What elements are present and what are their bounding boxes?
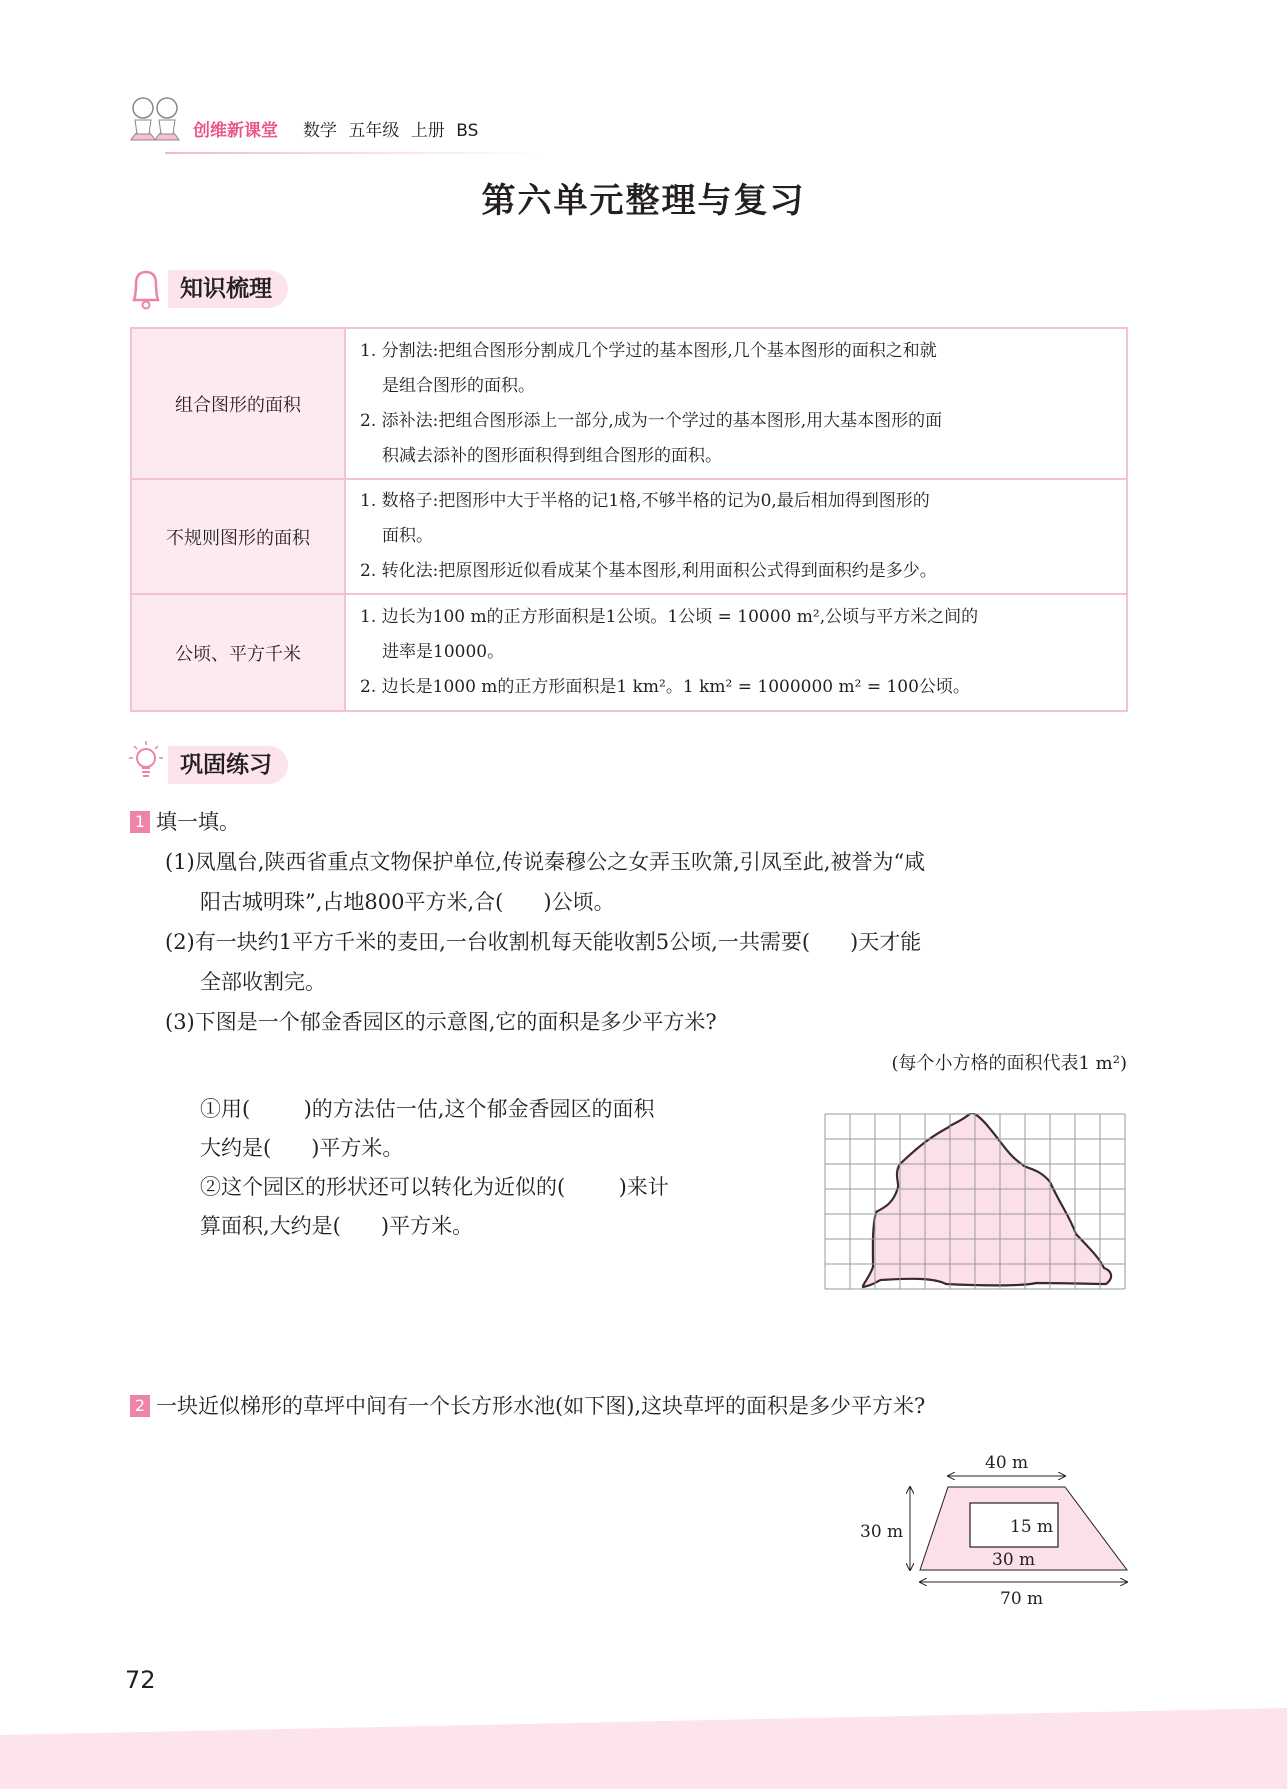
text-line: (2)有一块约1平方千米的麦田,一台收割机每天能收割5公顷,一共需要( )天才能 — [165, 930, 922, 954]
content-line: 1. 边长为100 m的正方形面积是1公顷。1公顷 = 10000 m²,公顷与平方米之间的 — [360, 607, 979, 627]
label-top-base: 40 m — [985, 1453, 1029, 1473]
kids-logo-icon — [125, 90, 187, 160]
bell-icon — [128, 266, 164, 312]
question-2 — [130, 1386, 925, 1426]
section-practice — [128, 742, 388, 788]
label-height: 30 m — [860, 1522, 904, 1542]
content-line: 2. 边长是1000 m的正方形面积是1 km²。1 km² = 1000000 m² = 100公顷。 — [360, 677, 970, 697]
text-line: (3)下图是一个郁金香园区的示意图,它的面积是多少平方米? — [165, 1010, 717, 1034]
page-number: 72 — [125, 1666, 156, 1694]
question-title: 填一填。 — [156, 810, 240, 834]
question-text: 一块近似梯形的草坪中间有一个长方形水池(如下图),这块草坪的面积是多少平方米? — [156, 1394, 926, 1418]
question-1-subparts — [200, 1090, 669, 1246]
grid-note: (每个小方格的面积代表1 m²) — [891, 1053, 1127, 1074]
section-label: 巩固练习 — [168, 746, 288, 784]
text-line: 全部收割完。 — [200, 970, 326, 994]
table-row — [131, 328, 1127, 479]
content-line: 2. 转化法:把原图形近似看成某个基本图形,利用面积公式得到面积约是多少。 — [360, 561, 937, 581]
knowledge-table — [130, 327, 1128, 712]
content-line: 2. 添补法:把组合图形添上一部分,成为一个学过的基本图形,用大基本图形的面 — [360, 410, 943, 431]
footer-band — [0, 1700, 1287, 1789]
trapezoid-lawn-figure — [860, 1440, 1140, 1610]
table-row — [131, 594, 1127, 711]
page-header — [125, 90, 545, 160]
content-cell — [345, 328, 1127, 479]
tulip-garden-grid-figure — [824, 1113, 1128, 1291]
topic-cell: 组合图形的面积 — [131, 328, 345, 479]
question-1-part-1 — [165, 842, 925, 1042]
text-line: 阳古城明珠”,占地800平方米,合( )公顷。 — [200, 890, 615, 914]
text-line: 算面积,大约是( )平方米。 — [200, 1214, 474, 1238]
topic-cell: 公顷、平方千米 — [131, 594, 345, 711]
brand-name: 创维新课堂 — [193, 121, 278, 141]
question-1-title — [130, 802, 240, 842]
header-divider — [165, 152, 545, 154]
page-title: 第六单元整理与复习 — [481, 181, 806, 221]
question-number: 2 — [130, 1395, 150, 1417]
text-line: (1)凤凰台,陕西省重点文物保护单位,传说秦穆公之女弄玉吹箫,引凤至此,被誉为“咸 — [165, 850, 926, 874]
label-pool-height: 15 m — [1010, 1517, 1054, 1537]
book-meta: 数学 五年级 上册 BS — [303, 121, 479, 141]
content-line: 面积。 — [382, 526, 433, 546]
text-line: 大约是( )平方米。 — [200, 1136, 404, 1160]
content-line: 1. 分割法:把组合图形分割成几个学过的基本图形,几个基本图形的面积之和就 — [360, 340, 937, 361]
label-pool-width: 30 m — [992, 1550, 1036, 1570]
text-line: ②这个园区的形状还可以转化为近似的( )来计 — [200, 1175, 669, 1199]
content-line: 1. 数格子:把图形中大于半格的记1格,不够半格的记为0,最后相加得到图形的 — [360, 491, 930, 511]
topic-cell: 不规则图形的面积 — [131, 479, 345, 594]
content-line: 是组合图形的面积。 — [382, 375, 535, 396]
section-label: 知识梳理 — [168, 270, 288, 308]
content-line: 积减去添补的图形面积得到组合图形的面积。 — [382, 445, 722, 466]
lightbulb-icon — [128, 738, 164, 788]
content-cell — [345, 479, 1127, 594]
content-line: 进率是10000。 — [382, 642, 505, 662]
table-row — [131, 479, 1127, 594]
content-cell — [345, 594, 1127, 711]
section-knowledge — [128, 266, 388, 312]
label-bottom-base: 70 m — [1000, 1589, 1044, 1609]
text-line: ①用( )的方法估一估,这个郁金香园区的面积 — [200, 1097, 655, 1121]
question-number: 1 — [130, 811, 150, 833]
